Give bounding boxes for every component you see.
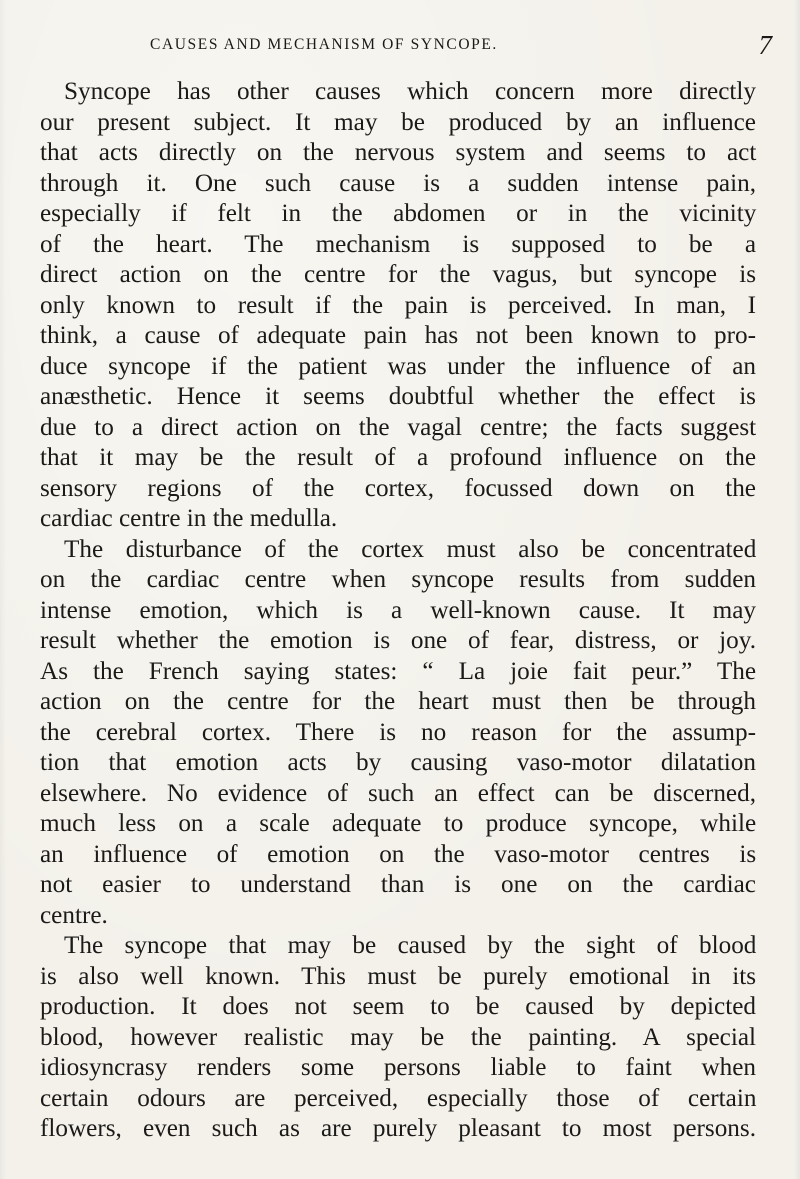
text-line: blood, however realistic may be the painting. A special [40,1023,756,1051]
text-line: that acts directly on the nervous system and seems to act [40,139,757,166]
text-line: only known to result if the pain is perceived. In man, I [40,291,756,319]
text-line: our present subject. It may be produced by an influence [40,108,756,136]
text-line: cardiac centre in the medulla. [40,505,338,532]
text-line: production. It does not seem to be caused by depicted [40,993,756,1020]
text-line: tion that emotion acts by causing vaso-motor dilatation [40,749,756,776]
text-line: is also well known. This must be purely emotional in its [40,962,756,990]
text-line: intense emotion, which is a well-known cause. It may [40,596,756,624]
paragraph-2 [40,535,756,932]
text-line: on the cardiac centre when syncope results from sudden [40,566,756,593]
body-text [40,77,756,1145]
text-line: that it may be the result of a profound influence on the [40,444,757,471]
text-line: result whether the emotion is one of fear, distress, or joy. [40,627,756,654]
text-line: elsewhere. No evidence of such an effect can be discerned, [40,779,756,807]
text-line: action on the centre for the heart must then be through [40,688,756,715]
page-number: 7 [758,30,772,60]
text-line: direct action on the centre for the vagus, but syncope is [40,261,757,288]
text-line: Syncope has other causes which concern more directly [64,78,756,105]
text-line: of the heart. The mechanism is supposed to be a [40,230,756,258]
paragraph-1 [40,77,756,535]
text-line: As the French saying states: “ La joie fait peur.” The [40,657,756,685]
text-line: The disturbance of the cortex must also be concentrated [64,535,757,563]
text-line: not easier to understand than is one on the cardiac [40,871,756,898]
text-line: duce syncope if the patient was under the influence of an [40,352,756,380]
text-line: The syncope that may be caused by the sight of blood [64,932,757,959]
text-line: idiosyncrasy renders some persons liable to faint when [40,1054,756,1081]
text-line: centre. [40,901,108,929]
text-line: sensory regions of the cortex, focussed down on the [40,474,756,502]
paragraph-3 [40,931,756,1145]
text-line: due to a direct action on the vagal centre; the facts suggest [40,413,757,441]
text-line: especially if felt in the abdomen or in the vicinity [40,200,757,227]
text-line: through it. One such cause is a sudden intense pain, [40,169,756,197]
text-line: certain odours are perceived, especially those of certain [40,1084,757,1112]
running-head [40,30,780,60]
text-line: much less on a scale adequate to produce syncope, while [40,810,757,837]
text-line: flowers, even such as are purely pleasant to most persons. [40,1115,756,1142]
text-line: an influence of emotion on the vaso-motor centres is [40,840,757,868]
chapter-title: CAUSES AND MECHANISM OF SYNCOPE. [150,36,498,53]
text-line: the cerebral cortex. There is no reason for the assump- [40,718,756,746]
text-line: anæsthetic. Hence it seems doubtful whether the effect is [40,383,756,410]
text-line: think, a cause of adequate pain has not been known to pro- [40,322,756,349]
